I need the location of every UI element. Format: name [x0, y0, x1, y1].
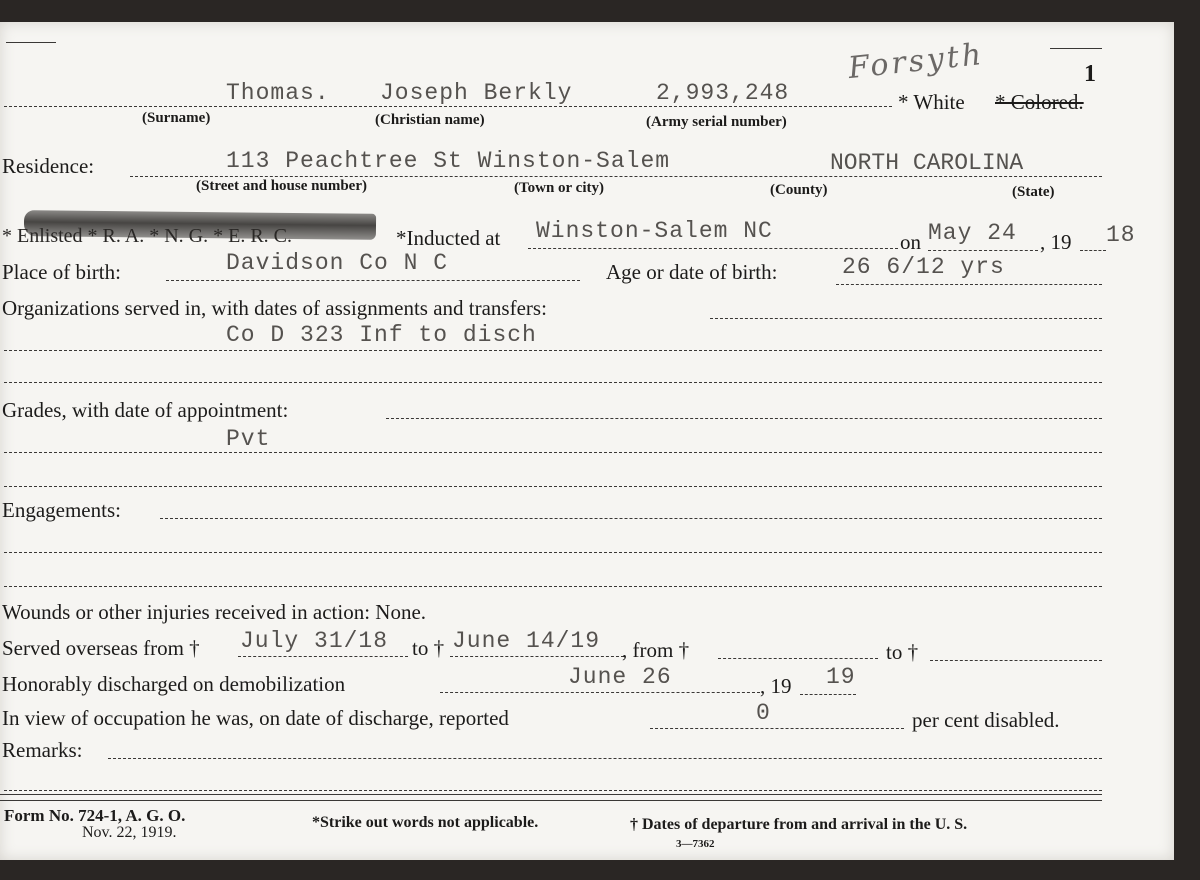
engagements-label: Engagements:: [2, 498, 121, 522]
top-left-rule: [6, 42, 56, 43]
caption-town: (Town or city): [514, 180, 604, 196]
christian-name-value: Joseph Berkly: [380, 80, 573, 106]
overseas-from2-line: [718, 658, 878, 659]
grades-label: Grades, with date of appointment:: [2, 398, 289, 422]
overseas-to-value: June 14/19: [452, 628, 601, 654]
organizations-line-3: [4, 382, 1102, 383]
form-number: Form No. 724-1, A. G. O.: [4, 806, 186, 825]
grades-line-3: [4, 486, 1102, 487]
print-code: 3—7362: [676, 838, 715, 850]
caption-county: (County): [770, 182, 828, 198]
wounds-text: Wounds or other injuries received in action: None.: [2, 600, 427, 624]
surname-value: Thomas.: [226, 80, 330, 106]
service-record-card: [0, 22, 1174, 860]
birth-line: [166, 280, 580, 281]
age-line: [836, 284, 1102, 285]
overseas-to-line: [450, 656, 624, 657]
enlisted-text: * Enlisted * R. A. * N. G. * E. R. C.: [2, 225, 293, 247]
organizations-value: Co D 323 Inf to disch: [226, 322, 537, 348]
organizations-label: Organizations served in, with dates of assignments and transfers:: [2, 296, 547, 320]
birth-label: Place of birth:: [2, 260, 121, 284]
age-value: 26 6/12 yrs: [842, 254, 1005, 280]
organizations-line-2: [4, 350, 1102, 351]
inducted-date-value: May 24: [928, 220, 1017, 246]
disabled-line: [650, 728, 904, 729]
race-colored: * Colored.: [995, 90, 1084, 114]
dates-note: † Dates of departure from and arrival in the U. S.: [630, 816, 968, 833]
engagements-line-1: [160, 518, 1102, 519]
inducted-date-line: [928, 250, 1038, 251]
caption-street: (Street and house number): [196, 178, 367, 194]
top-right-rule: [1050, 48, 1102, 49]
discharge-date-value: June 26: [568, 664, 672, 690]
serial-number-value: 2,993,248: [656, 80, 790, 106]
on-label: on: [900, 230, 921, 254]
inducted-line: [528, 248, 898, 249]
birth-value: Davidson Co N C: [226, 250, 449, 276]
disabled-suffix: per cent disabled.: [912, 708, 1060, 732]
disabled-value: 0: [756, 700, 771, 726]
overseas-to2-label: to †: [886, 640, 919, 664]
remarks-line-2: [4, 790, 1102, 791]
name-line: [4, 106, 892, 107]
card-number: 1: [1084, 61, 1096, 87]
grades-line-1: [386, 418, 1102, 419]
remarks-label: Remarks:: [2, 738, 83, 762]
residence-state-value: NORTH CAROLINA: [830, 150, 1024, 176]
inducted-year-line: [1080, 250, 1106, 251]
caption-state: (State): [1012, 184, 1055, 200]
overseas-from-line: [238, 656, 408, 657]
overseas-to-label: to †: [412, 636, 445, 660]
inducted-year-prefix: , 19: [1040, 230, 1072, 254]
handwritten-county: Forsyth: [846, 36, 986, 87]
inducted-year-value: 18: [1106, 222, 1136, 248]
disabled-label: In view of occupation he was, on date of discharge, reported: [2, 706, 509, 730]
engagements-line-3: [4, 586, 1102, 587]
discharge-date-line: [440, 692, 760, 693]
inducted-label: *Inducted at: [396, 226, 501, 250]
overseas-from2-label: , from †: [622, 638, 690, 662]
grades-value: Pvt: [226, 426, 271, 452]
engagements-line-2: [4, 552, 1102, 553]
inducted-at-value: Winston-Salem NC: [536, 218, 773, 244]
discharge-year-value: 19: [826, 664, 856, 690]
caption-serial-number: (Army serial number): [646, 114, 787, 130]
form-date: Nov. 22, 1919.: [82, 824, 177, 841]
organizations-line-1: [710, 318, 1102, 319]
footer-rule-1: [0, 794, 1102, 795]
discharge-label: Honorably discharged on demobilization: [2, 672, 346, 696]
overseas-to2-line: [930, 660, 1102, 661]
age-label: Age or date of birth:: [606, 260, 778, 284]
remarks-line-1: [108, 758, 1102, 759]
residence-line: [130, 176, 1102, 177]
caption-christian-name: (Christian name): [375, 112, 485, 128]
caption-surname: (Surname): [142, 110, 211, 126]
race-white: * White: [898, 90, 965, 114]
strike-note: *Strike out words not applicable.: [312, 814, 539, 831]
residence-value: 113 Peachtree St Winston-Salem: [226, 148, 671, 174]
grades-line-2: [4, 452, 1102, 453]
residence-label: Residence:: [2, 154, 95, 178]
discharge-year-line: [800, 694, 856, 695]
overseas-from-value: July 31/18: [240, 628, 389, 654]
footer-rule-2: [0, 800, 1102, 801]
discharge-year-prefix: , 19: [760, 674, 792, 698]
overseas-label: Served overseas from †: [2, 636, 200, 660]
